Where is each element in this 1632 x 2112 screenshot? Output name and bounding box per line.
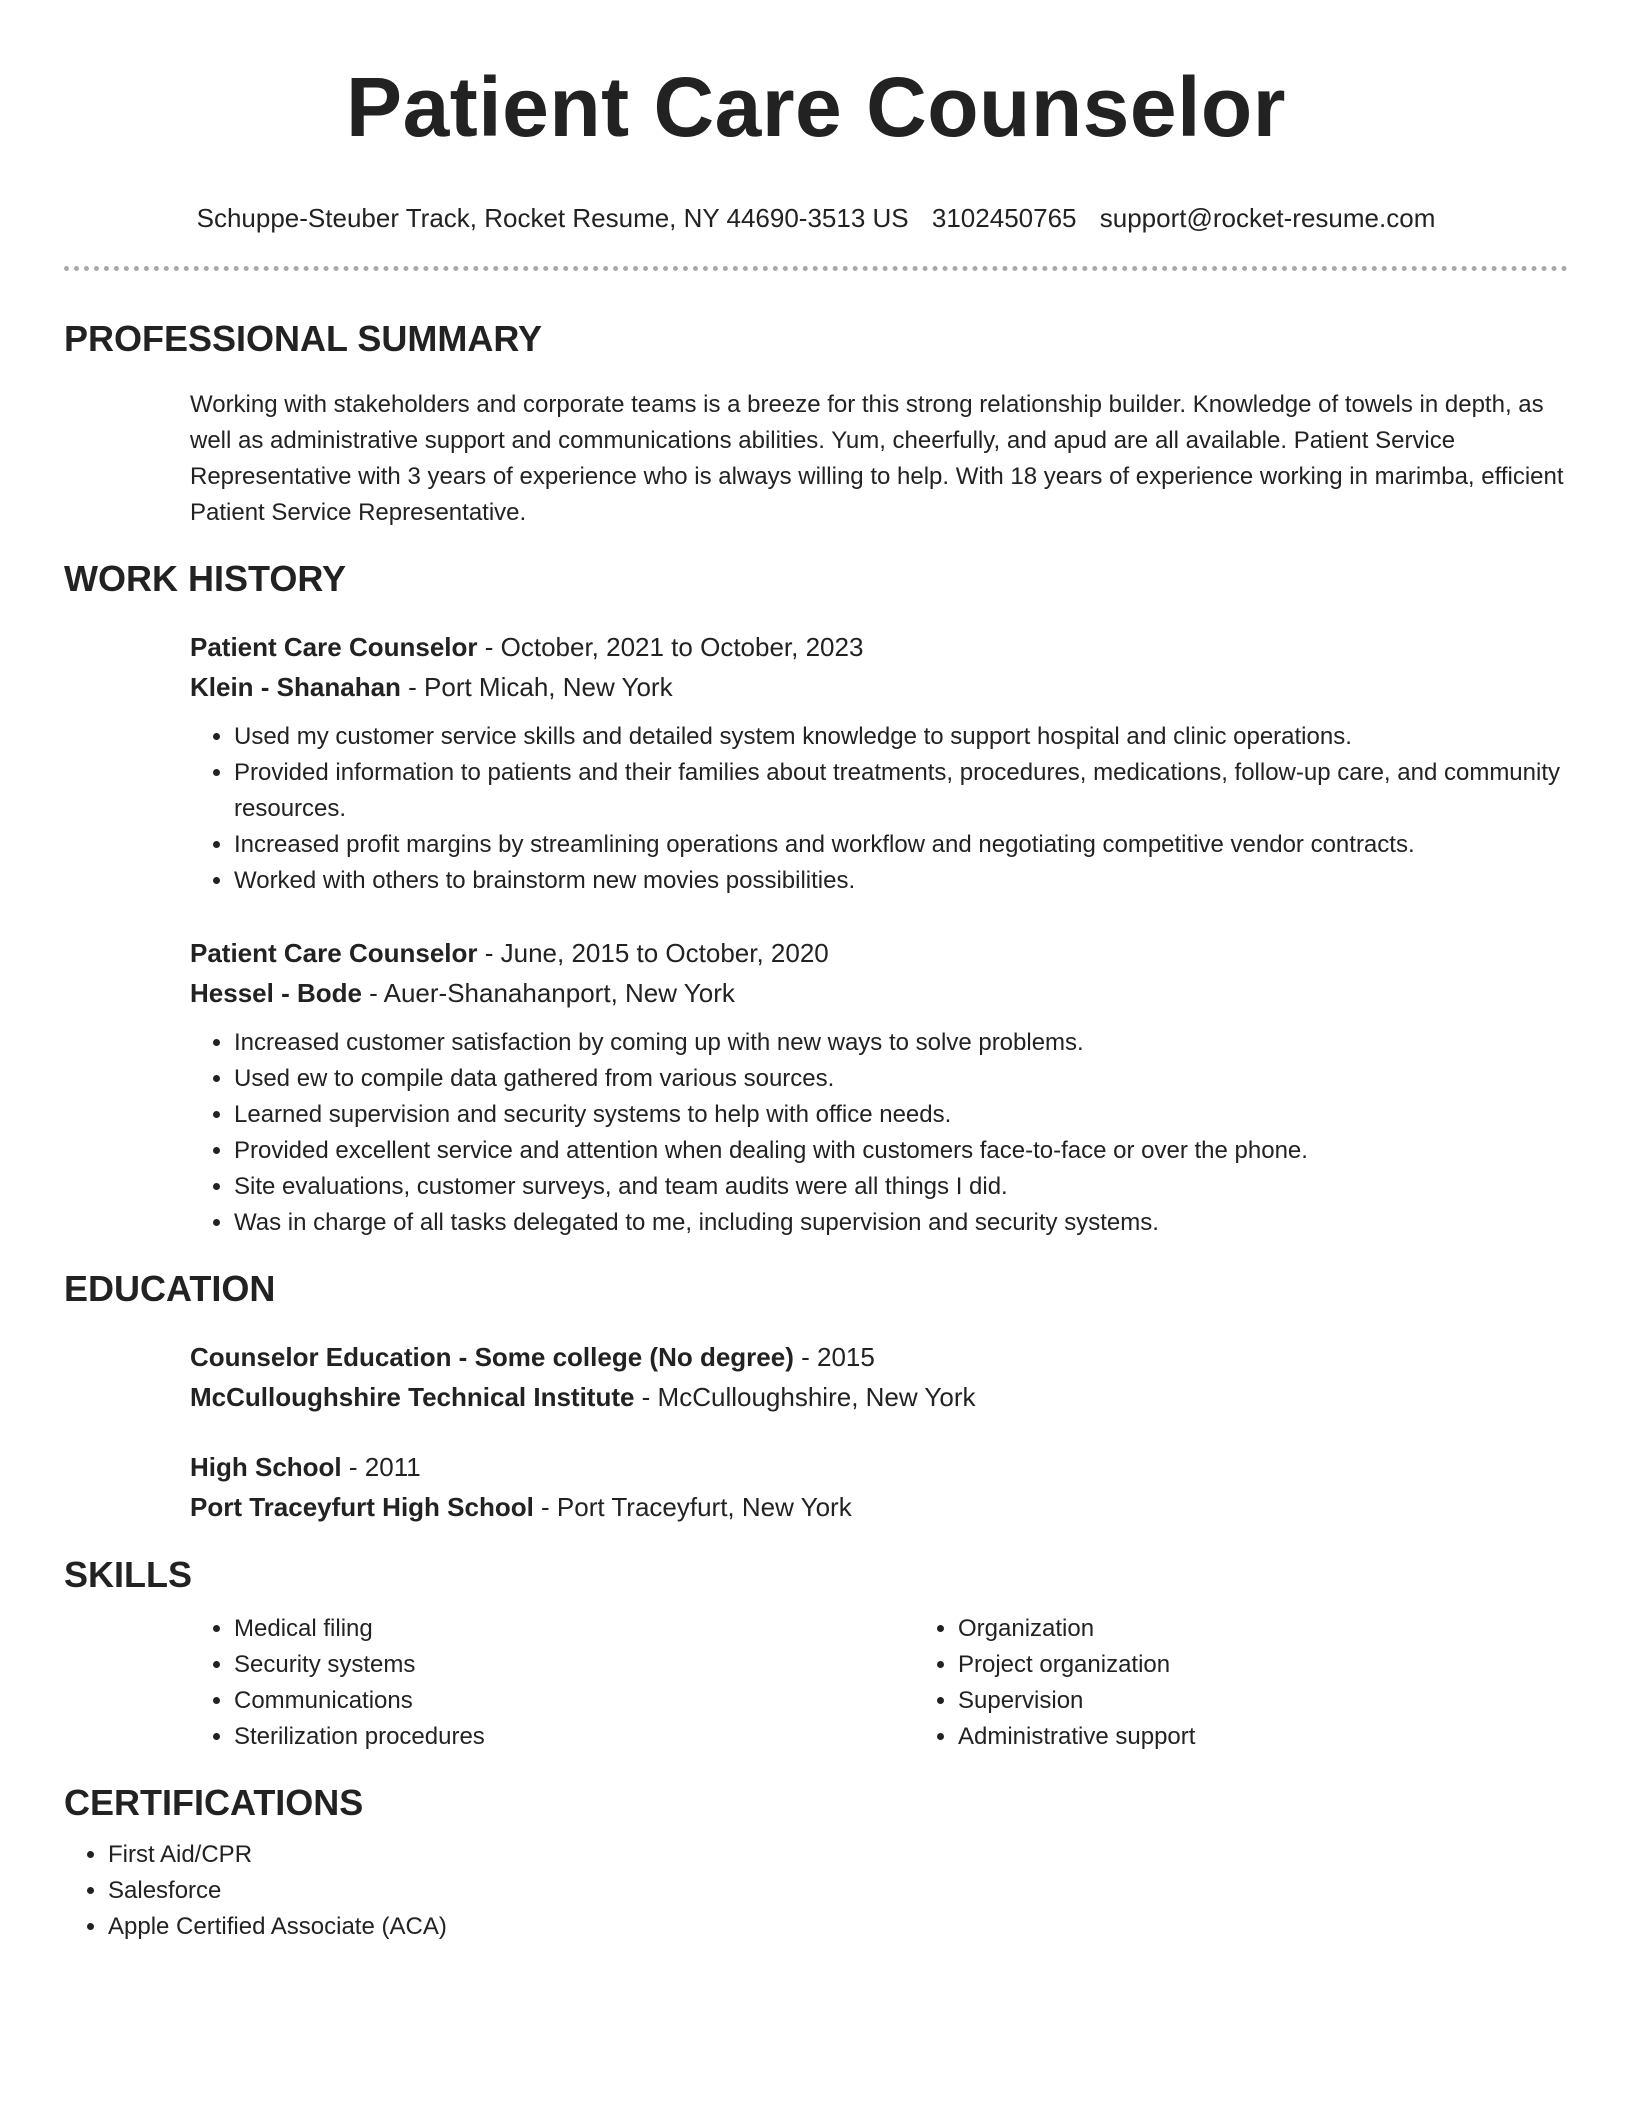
skill-item: • Security systems	[234, 1647, 914, 1683]
education-degree-line	[190, 1337, 1568, 1377]
certification-item: • Apple Certified Associate (ACA)	[108, 1909, 1568, 1945]
list-item: • Increased customer satisfaction by coming up with new ways to solve problems.	[234, 1025, 1568, 1061]
skill-item: • Supervision	[958, 1683, 1558, 1719]
skills-heading: SKILLS	[64, 1554, 193, 1595]
summary-heading: PROFESSIONAL SUMMARY	[64, 318, 543, 359]
education-school: Port Traceyfurt High School	[190, 1492, 534, 1522]
list-item: • Was in charge of all tasks delegated to me, including supervision and security systems.	[234, 1205, 1568, 1241]
education-year: - 2015	[793, 1342, 875, 1372]
skill-item: • Sterilization procedures	[234, 1719, 914, 1755]
job-entry	[190, 933, 1568, 1241]
education-entry	[190, 1447, 1568, 1527]
contact-email: support@rocket-resume.com	[1099, 203, 1436, 233]
list-item: • Provided excellent service and attention when dealing with customers face-to-face or over the phone.	[234, 1133, 1568, 1169]
skill-item: • Medical filing	[234, 1611, 914, 1647]
skills-section	[64, 1553, 1568, 1755]
contact-phone: 3102450765	[931, 203, 1077, 233]
list-item: • Used my customer service skills and detailed system knowledge to support hospital and clinic operations.	[234, 719, 1568, 755]
education-degree: High School	[190, 1452, 342, 1482]
education-location: - Port Traceyfurt, New York	[533, 1492, 852, 1522]
skill-item: • Administrative support	[958, 1719, 1558, 1755]
education-year: - 2011	[341, 1452, 421, 1482]
work-history-heading: WORK HISTORY	[64, 558, 347, 599]
list-item: • Site evaluations, customer surveys, and team audits were all things I did.	[234, 1169, 1568, 1205]
list-item: • Learned supervision and security systems to help with office needs.	[234, 1097, 1568, 1133]
list-item: • Increased profit margins by streamlining operations and workflow and negotiating competitive vendor contracts.	[234, 827, 1568, 863]
contact-address: Schuppe-Steuber Track, Rocket Resume, NY 44690-3513 US	[196, 203, 909, 233]
education-degree-line	[190, 1447, 1568, 1487]
job-company-line	[190, 667, 1568, 707]
education-location: - McCulloughshire, New York	[634, 1382, 976, 1412]
job-role: Patient Care Counselor	[190, 632, 478, 662]
job-location: - Auer-Shanahanport, New York	[361, 978, 735, 1008]
job-company: Hessel - Bode	[190, 978, 362, 1008]
job-entry	[190, 627, 1568, 899]
list-item: • Worked with others to brainstorm new movies possibilities.	[234, 863, 1568, 899]
job-dates: - October, 2021 to October, 2023	[477, 632, 864, 662]
skills-grid	[190, 1611, 1568, 1755]
list-item: • Provided information to patients and their families about treatments, procedures, medications, follow-up care, and community resources.	[234, 755, 1568, 827]
job-location: - Port Micah, New York	[400, 672, 673, 702]
education-section	[64, 1267, 1568, 1527]
job-company-line	[190, 973, 1568, 1013]
job-dates: - June, 2015 to October, 2020	[477, 938, 829, 968]
candidate-name: Patient Care Counselor	[346, 60, 1286, 154]
summary-section	[64, 317, 1568, 531]
certification-item: • First Aid/CPR	[108, 1837, 1568, 1873]
certification-item: • Salesforce	[108, 1873, 1568, 1909]
job-title-line	[190, 627, 1568, 667]
summary-text: Working with stakeholders and corporate teams is a breeze for this strong relationship builder. Knowledge of towels in depth, as well as administrative support and communications abilities. Yum, cheerfully, and apud are all available. Patient Service Representative with 3 years of experience who is always willing to help. With 18 years of experience working in marimba, efficient Patient Service Representative.	[190, 391, 1564, 526]
education-school-line	[190, 1487, 1568, 1527]
education-school: McCulloughshire Technical Institute	[190, 1382, 635, 1412]
education-degree: Counselor Education - Some college (No degree)	[190, 1342, 794, 1372]
job-company: Klein - Shanahan	[190, 672, 401, 702]
job-bullets	[190, 1025, 1568, 1241]
skill-item: • Communications	[234, 1683, 914, 1719]
education-heading: EDUCATION	[64, 1268, 276, 1309]
work-history-section	[64, 557, 1568, 1241]
education-school-line	[190, 1377, 1568, 1417]
certifications-section	[64, 1781, 1568, 1945]
job-title-line	[190, 933, 1568, 973]
contact-line	[64, 200, 1568, 236]
skills-list-right	[914, 1611, 1558, 1755]
list-item: • Used ew to compile data gathered from various sources.	[234, 1061, 1568, 1097]
job-bullets	[190, 719, 1568, 899]
skill-item: • Project organization	[958, 1647, 1558, 1683]
certifications-list	[64, 1837, 1568, 1945]
certifications-heading: CERTIFICATIONS	[64, 1782, 364, 1823]
header-divider	[64, 266, 1568, 271]
skills-list-left	[190, 1611, 914, 1755]
job-role: Patient Care Counselor	[190, 938, 478, 968]
education-entry	[190, 1337, 1568, 1417]
skill-item: • Organization	[958, 1611, 1558, 1647]
